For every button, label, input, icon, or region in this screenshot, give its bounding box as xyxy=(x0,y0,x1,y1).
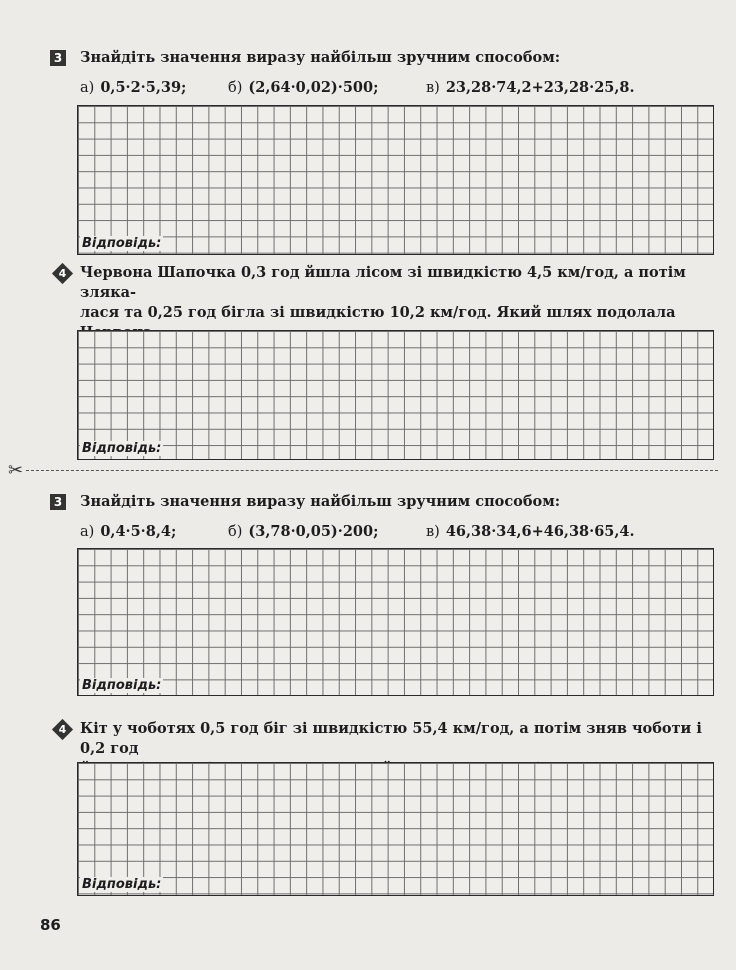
task-number-badge: 4 xyxy=(52,719,73,740)
answer-grid[interactable] xyxy=(77,548,714,696)
answer-label: Відповідь: xyxy=(82,441,162,456)
expression-c: в) 23,28·74,2+23,28·25,8. xyxy=(426,79,635,96)
expression-c: в) 46,38·34,6+46,38·65,4. xyxy=(426,523,635,540)
task-number-badge: 3 xyxy=(50,494,66,510)
answer-grid[interactable] xyxy=(77,762,714,896)
page-number: 86 xyxy=(40,916,61,934)
task-number-badge: 3 xyxy=(50,50,66,66)
task-number-badge: 4 xyxy=(52,263,73,284)
expression-a: а) 0,5·2·5,39; xyxy=(80,79,187,96)
task-text-line: Кіт у чоботях 0,5 год біг зі швидкістю 55,4 км/год, а потім зняв чоботи і 0,2 год xyxy=(80,720,702,757)
answer-label: Відповідь: xyxy=(82,236,162,251)
answer-label: Відповідь: xyxy=(82,877,162,892)
scissors-icon: ✂ xyxy=(8,460,24,481)
answer-grid[interactable] xyxy=(77,330,714,460)
answer-grid[interactable] xyxy=(77,105,714,255)
task-title: Знайдіть значення виразу найбільш зручним способом: xyxy=(80,49,561,66)
cut-line xyxy=(26,470,718,471)
task-text-line: Червона Шапочка 0,3 год йшла лісом зі швидкістю 4,5 км/год, а потім зляка- xyxy=(80,264,686,301)
task-text-line: лася та 0,25 год бігла зі швидкістю 10,2 км/год. Який шлях подолала xyxy=(80,304,676,321)
expression-a: а) 0,4·5·8,4; xyxy=(80,523,177,540)
answer-label: Відповідь: xyxy=(82,678,162,693)
expression-b: б) (3,78·0,05)·200; xyxy=(228,523,379,540)
task-title: Знайдіть значення виразу найбільш зручним способом: xyxy=(80,493,561,510)
expression-b: б) (2,64·0,02)·500; xyxy=(228,79,379,96)
